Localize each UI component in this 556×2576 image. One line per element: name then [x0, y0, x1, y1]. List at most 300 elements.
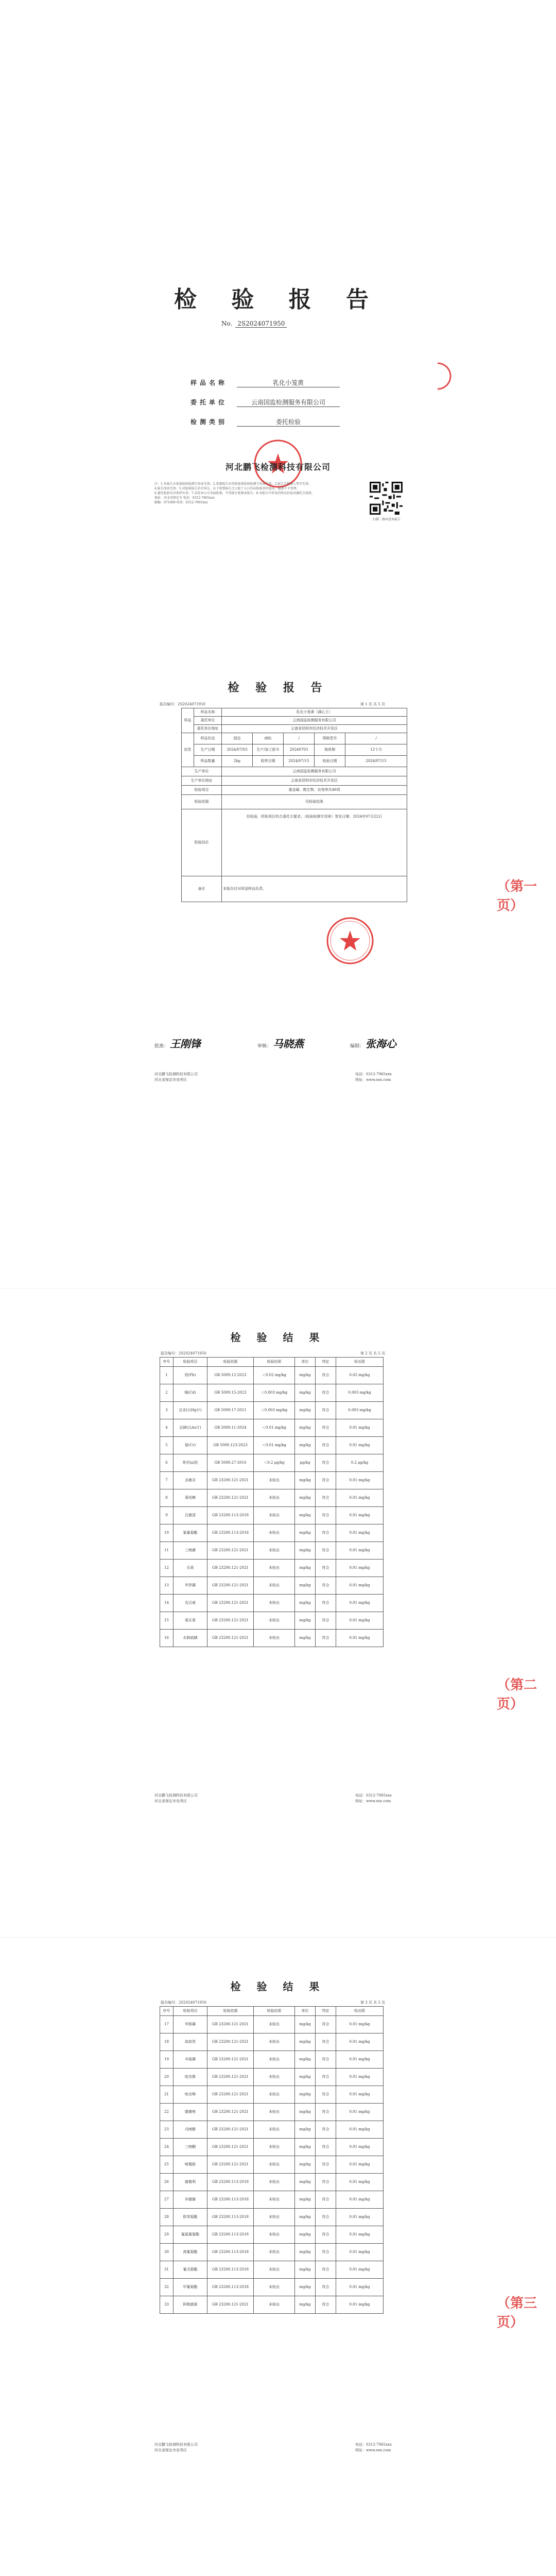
table-cell: 14 — [160, 1595, 173, 1612]
column-header: 判定 — [316, 1358, 336, 1367]
table-cell: 毒死蜱 — [173, 1489, 207, 1507]
grid-cell: 2024/07/15 — [345, 756, 407, 767]
table-cell: mg/kg — [295, 2261, 316, 2279]
cover-title: 检 验 报 告 — [174, 286, 382, 313]
table-cell: GB 23200.121-2021 — [207, 2156, 254, 2174]
table-cell: 21 — [160, 2086, 173, 2104]
table-cell: 符合 — [316, 1542, 336, 1560]
table-row — [160, 2261, 384, 2279]
maker-label: 编制： — [350, 1044, 364, 1049]
results-page-no: 第 3 页 共 5 页 — [360, 2001, 386, 2005]
results-title: 检 验 结 果 — [230, 1980, 326, 1993]
table-cell: 0.01 mg/kg — [336, 2121, 384, 2139]
table-cell: mg/kg — [295, 2191, 316, 2209]
table-cell: mg/kg — [295, 1595, 316, 1612]
table-cell: 0.01 mg/kg — [336, 2051, 384, 2069]
table-cell: 26 — [160, 2174, 173, 2191]
table-cell: 23 — [160, 2121, 173, 2139]
table-cell: 符合 — [316, 2226, 336, 2244]
table-cell: 31 — [160, 2261, 173, 2279]
table-cell: 12 — [160, 1560, 173, 1577]
table-row — [160, 1560, 384, 1577]
cover-page — [0, 0, 556, 639]
footer-address: 河北省保定市竞秀区 — [154, 1799, 187, 1803]
table-cell: ＜0.01 mg/kg — [254, 1437, 295, 1454]
table-cell: 符合 — [316, 1612, 336, 1630]
table-cell: 符合 — [316, 2069, 336, 2086]
table-cell: GB 23200.121-2021 — [207, 2139, 254, 2156]
table-cell: 未检出 — [254, 1595, 295, 1612]
table-cell: GB 23200.121-2021 — [207, 1577, 254, 1595]
results-table — [160, 1357, 384, 1647]
remark-label: 备注 — [182, 876, 222, 902]
table-cell: 未检出 — [254, 1560, 295, 1577]
table-cell: GB 23200.113-2018 — [207, 1507, 254, 1524]
table-cell: ＜0.2 μg/kg — [254, 1454, 295, 1472]
grid-cell: 2024/07/15 — [284, 756, 315, 767]
table-cell: 未检出 — [254, 2296, 295, 2314]
sample-group-label: 样品 — [182, 708, 194, 733]
results-header-row — [160, 2007, 384, 2016]
table-cell: 符合 — [316, 2209, 336, 2226]
reviewer-label: 审核： — [257, 1044, 272, 1049]
table-cell: GB 23200.121-2021 — [207, 1612, 254, 1630]
approver-label: 批准： — [154, 1044, 169, 1049]
grid-cell: 收样日期 — [253, 756, 284, 767]
grid-cell: 检验日期 — [315, 756, 345, 767]
client-label: 委托单位 — [190, 399, 228, 406]
table-cell: 6 — [160, 1454, 173, 1472]
table-cell: 10 — [160, 1524, 173, 1542]
qr-code[interactable] — [370, 482, 403, 515]
table-cell: 未检出 — [254, 2121, 295, 2139]
table-row — [160, 1595, 384, 1612]
table-row — [160, 2209, 384, 2226]
footer-web: 网址：www.xxx.com — [355, 1799, 391, 1803]
table-row — [160, 2051, 384, 2069]
table-cell: 29 — [160, 2226, 173, 2244]
table-row — [160, 2226, 384, 2244]
table-cell: 克百威 — [173, 1595, 207, 1612]
table-row — [160, 1437, 384, 1454]
table-cell: GB 23200.121-2021 — [207, 2296, 254, 2314]
table-cell: mg/kg — [295, 1472, 316, 1489]
table-cell: 百菌清 — [173, 1507, 207, 1524]
table-cell: GB 23200.121-2021 — [207, 1489, 254, 1507]
table-cell: 未检出 — [254, 2086, 295, 2104]
table-cell: 0.01 mg/kg — [336, 2156, 384, 2174]
table-cell: GB 23200.121-2021 — [207, 1472, 254, 1489]
table-cell: 8 — [160, 1489, 173, 1507]
row-key: 检验项目 — [182, 786, 222, 795]
table-cell: 27 — [160, 2191, 173, 2209]
table-cell: 符合 — [316, 2051, 336, 2069]
table-cell: 符合 — [316, 1454, 336, 1472]
table-cell: mg/kg — [295, 2051, 316, 2069]
footer-company: 河北鹏飞检测科技有限公司 — [154, 1793, 198, 1798]
table-cell: 符合 — [316, 2086, 336, 2104]
table-cell: 0.01 mg/kg — [336, 1595, 384, 1612]
table-cell: 未检出 — [254, 2033, 295, 2051]
table-cell: GB 23200.113-2018 — [207, 2261, 254, 2279]
note-line: 6.委托检验仅对来样负责；7.未经本公司书面批准，不得部分复制本报告；8.本报告中涉及的样品信息由委托方提供。 — [154, 492, 315, 495]
table-cell: 符合 — [316, 2174, 336, 2191]
conclusion-text: 经检验，所检项目符合委托方要求。（检验检测专用章）签发日期：2024年07月22日 — [222, 809, 407, 876]
table-cell: mg/kg — [295, 2156, 316, 2174]
table-cell: 符合 — [316, 2156, 336, 2174]
row-value: 云南省昆明市经济技术开发区 — [222, 725, 407, 733]
row-key: 生产单位地址 — [182, 776, 222, 786]
footer-address: 河北省保定市竞秀区 — [154, 2448, 187, 2452]
table-cell: GB 23200.121-2021 — [207, 2121, 254, 2139]
table-cell: 溴氰菊酯 — [173, 2244, 207, 2261]
table-cell: mg/kg — [295, 2121, 316, 2139]
footer-tel: 电话：0312-7965xxx — [355, 1793, 392, 1798]
table-cell: 符合 — [316, 2261, 336, 2279]
table-cell: 0.01 mg/kg — [336, 1577, 384, 1595]
table-cell: 13 — [160, 1577, 173, 1595]
approver — [154, 1036, 201, 1050]
grid-cell: 保质期 — [315, 744, 345, 756]
results-report-no: 报告编号：2S2024071950 — [161, 2001, 206, 2005]
table-row — [160, 2296, 384, 2314]
table-cell: 符合 — [316, 2033, 336, 2051]
table-cell: 0.01 mg/kg — [336, 2226, 384, 2244]
table-cell: 32 — [160, 2279, 173, 2296]
table-cell: 0.01 mg/kg — [336, 1560, 384, 1577]
grid-cell: 生产/加工批号 — [253, 744, 284, 756]
footer-web: 网址：www.xxx.com — [355, 1078, 391, 1082]
row-key: 检验依据 — [182, 795, 222, 809]
table-cell: 未检出 — [254, 1612, 295, 1630]
table-cell: 0.01 mg/kg — [336, 1524, 384, 1542]
results-header-row — [160, 1358, 384, 1367]
note-line: 邮编：071000 传真：0312-7965xxx — [154, 501, 208, 504]
table-cell: GB 23200.121-2021 — [207, 2104, 254, 2121]
table-cell: GB 23200.121-2021 — [207, 1542, 254, 1560]
table-cell: 0.01 mg/kg — [336, 1507, 384, 1524]
table-cell: 0.01 mg/kg — [336, 2139, 384, 2156]
row-value: 见检验结果 — [222, 795, 407, 809]
grid-cell: / — [345, 733, 407, 744]
table-row — [160, 2104, 384, 2121]
table-cell: 符合 — [316, 1402, 336, 1419]
table-cell: 0.01 mg/kg — [336, 1612, 384, 1630]
table-cell: 多菌灵 — [173, 1472, 207, 1489]
table-cell: 0.01 mg/kg — [336, 2016, 384, 2033]
table-cell: 氰戊菊酯 — [173, 2261, 207, 2279]
table-cell: 吡虫啉 — [173, 2086, 207, 2104]
table-cell: GB 5009.123-2023 — [207, 1437, 254, 1454]
grid-cell: 固态 — [222, 733, 253, 744]
table-cell: GB 23200.121-2021 — [207, 1595, 254, 1612]
table-cell: mg/kg — [295, 1489, 316, 1507]
table-row — [160, 2033, 384, 2051]
table-row — [160, 1384, 384, 1402]
page-divider — [0, 1937, 556, 1938]
table-cell: mg/kg — [295, 1402, 316, 1419]
table-cell: mg/kg — [295, 2104, 316, 2121]
table-cell: 未检出 — [254, 2174, 295, 2191]
remark-text: 本报告仅对所送样品负责。 — [222, 876, 407, 902]
test-type-value: 委托检验 — [237, 417, 340, 427]
grid-cell: 样品数量 — [194, 756, 222, 767]
row-value: 乳化小笼黄（湖心王） — [222, 708, 407, 717]
table-cell: GB 23200.121-2021 — [207, 2086, 254, 2104]
table-cell: mg/kg — [295, 2086, 316, 2104]
table-cell: GB 5009.11-2024 — [207, 1419, 254, 1437]
table-cell: 总砷(以As计) — [173, 1419, 207, 1437]
table-row — [160, 2139, 384, 2156]
table-cell: 符合 — [316, 2296, 336, 2314]
column-header: 检验项目 — [173, 2007, 207, 2016]
table-cell: GB 23200.113-2018 — [207, 2174, 254, 2191]
table-cell: 铬(Cr) — [173, 1437, 207, 1454]
table-cell: GB 23200.113-2018 — [207, 2279, 254, 2296]
table-cell: mg/kg — [295, 1560, 316, 1577]
table-cell: 17 — [160, 2016, 173, 2033]
table-cell: 0.01 mg/kg — [336, 2279, 384, 2296]
table-cell: 符合 — [316, 1419, 336, 1437]
table-cell: ＜0.003 mg/kg — [254, 1402, 295, 1419]
table-cell: GB 23200.121-2021 — [207, 2016, 254, 2033]
table-cell: 符合 — [316, 2244, 336, 2261]
grid-cell: 生产日期 — [194, 744, 222, 756]
client-value: 云南国监检测服务有限公司 — [237, 398, 340, 407]
table-row — [160, 1489, 384, 1507]
table-row — [160, 2191, 384, 2209]
grid-cell: / — [284, 733, 315, 744]
table-cell: 未检出 — [254, 1577, 295, 1595]
page-footer-right — [355, 2442, 392, 2453]
table-cell: 7 — [160, 1472, 173, 1489]
table-row — [160, 2121, 384, 2139]
table-cell: 4 — [160, 1419, 173, 1437]
table-cell: mg/kg — [295, 2244, 316, 2261]
table-cell: 符合 — [316, 1367, 336, 1384]
test-type-label: 检测类别 — [190, 418, 228, 426]
table-cell: GB 5009.12-2023 — [207, 1367, 254, 1384]
column-header: 检验依据 — [207, 2007, 254, 2016]
table-cell: 0.01 mg/kg — [336, 2104, 384, 2121]
table-cell: 联苯菊酯 — [173, 2209, 207, 2226]
table-row — [160, 2069, 384, 2086]
table-cell: 0.01 mg/kg — [336, 1419, 384, 1437]
table-cell: 9 — [160, 1507, 173, 1524]
table-cell: 11 — [160, 1542, 173, 1560]
column-header: 检出限 — [336, 1358, 384, 1367]
footer-company: 河北鹏飞检测科技有限公司 — [154, 2443, 198, 2447]
table-cell: 敌敌畏 — [173, 2033, 207, 2051]
table-cell: GB 23200.113-2018 — [207, 2226, 254, 2244]
table-cell: mg/kg — [295, 1507, 316, 1524]
approver-signature: 王刚锋 — [169, 1038, 201, 1050]
sample-name-field — [190, 378, 340, 387]
grid-cell: 样品状态 — [194, 733, 222, 744]
table-cell: GB 5009.15-2023 — [207, 1384, 254, 1402]
grid-cell: 20240703 — [284, 744, 315, 756]
table-cell: 符合 — [316, 2279, 336, 2296]
table-cell: 0.01 mg/kg — [336, 2296, 384, 2314]
report-title-visible: 检 验 报 告 — [228, 681, 328, 694]
maker-signature: 张海心 — [365, 1038, 396, 1050]
table-cell: 未检出 — [254, 2191, 295, 2209]
client-field — [190, 398, 340, 407]
column-header: 检验依据 — [207, 1358, 254, 1367]
page-footer — [154, 1793, 198, 1804]
table-cell: 0.01 mg/kg — [336, 1472, 384, 1489]
note-line: 注：1.本报告未加盖检验检测专用章无效；2.复制报告未重新加盖检验检测专用章无效；3.报告无批准人签字无效； — [154, 482, 312, 486]
page-divider — [0, 1288, 556, 1289]
table-cell: 0.01 mg/kg — [336, 2191, 384, 2209]
table-cell: 22 — [160, 2104, 173, 2121]
table-cell: 未检出 — [254, 1489, 295, 1507]
table-cell: 符合 — [316, 2139, 336, 2156]
table-cell: 28 — [160, 2209, 173, 2226]
table-row — [160, 1472, 384, 1489]
table-cell: mg/kg — [295, 1577, 316, 1595]
table-cell: 30 — [160, 2244, 173, 2261]
table-cell: mg/kg — [295, 1384, 316, 1402]
table-cell: 0.01 mg/kg — [336, 1489, 384, 1507]
sample-name-label: 样品名称 — [190, 379, 228, 386]
grid-cell: 2024/07/03 — [222, 744, 253, 756]
table-cell: GB 23200.113-2018 — [207, 1524, 254, 1542]
table-cell: 水胺硫磷 — [173, 1630, 207, 1647]
table-cell: 0.003 mg/kg — [336, 1384, 384, 1402]
table-cell: 0.01 mg/kg — [336, 2209, 384, 2226]
table-cell: 0.01 mg/kg — [336, 2033, 384, 2051]
inspection-seal — [325, 916, 375, 965]
page-footer-right — [355, 1072, 392, 1083]
table-cell: GB 23200.113-2018 — [207, 2209, 254, 2226]
maker — [350, 1036, 396, 1050]
column-header: 判定 — [316, 2007, 336, 2016]
table-cell: 甲拌磷 — [173, 1577, 207, 1595]
note-line: 4.报告涂改无效；5.对检验报告若有异议，应于收到报告之日起十五日内向检验单位提出，逾期不予受理； — [154, 487, 300, 490]
table-cell: 20 — [160, 2069, 173, 2086]
table-cell: 0.01 mg/kg — [336, 1542, 384, 1560]
results-title: 检 验 结 果 — [230, 1331, 326, 1344]
table-cell: 符合 — [316, 1384, 336, 1402]
table-cell: mg/kg — [295, 2174, 316, 2191]
table-cell: 19 — [160, 2051, 173, 2069]
page-footer-right — [355, 1793, 392, 1804]
table-cell: 0.003 mg/kg — [336, 1402, 384, 1419]
grid-cell: 商标 — [253, 733, 284, 744]
seam-stamp: （第三页） — [497, 2296, 537, 2330]
table-cell: 未检出 — [254, 2226, 295, 2244]
report-number-label: No. — [221, 320, 233, 327]
table-row — [160, 1454, 384, 1472]
table-cell: mg/kg — [295, 1437, 316, 1454]
report-number — [221, 320, 287, 328]
table-row — [160, 2086, 384, 2104]
row-value: 云南国监检测服务有限公司 — [222, 767, 407, 776]
results-table — [160, 2006, 384, 2314]
reviewer-signature: 马晓燕 — [272, 1038, 304, 1050]
table-cell: μg/kg — [295, 1454, 316, 1472]
table-cell: 符合 — [316, 1472, 336, 1489]
table-cell: 24 — [160, 2139, 173, 2156]
table-row — [160, 1524, 384, 1542]
table-cell: 5 — [160, 1437, 173, 1454]
table-cell: ＜0.01 mg/kg — [254, 1419, 295, 1437]
row-key: 委托单位地址 — [194, 725, 222, 733]
table-cell: 未检出 — [254, 2156, 295, 2174]
column-header: 检验结果 — [254, 2007, 295, 2016]
table-cell: mg/kg — [295, 2226, 316, 2244]
table-cell: mg/kg — [295, 1367, 316, 1384]
table-cell: 0.01 mg/kg — [336, 2244, 384, 2261]
note-line: 地址：河北省保定市 电话：0312-7965xxx — [154, 496, 215, 500]
table-row — [160, 1367, 384, 1384]
reviewer — [257, 1036, 304, 1050]
table-cell: 未检出 — [254, 2209, 295, 2226]
report-page-no: 第 1 页 共 5 页 — [360, 702, 386, 706]
table-cell: GB 23200.113-2018 — [207, 2191, 254, 2209]
row-key: 生产单位 — [182, 767, 222, 776]
report-summary-table — [181, 708, 407, 902]
table-cell: 未检出 — [254, 2104, 295, 2121]
table-cell: 0.01 mg/kg — [336, 2086, 384, 2104]
table-cell: 未检出 — [254, 2069, 295, 2086]
seam-seal-cover — [422, 361, 453, 392]
table-cell: 氟氯氰菊酯 — [173, 2226, 207, 2244]
table-cell: 氯氰菊酯 — [173, 1524, 207, 1542]
table-row — [160, 1630, 384, 1647]
table-row — [160, 1542, 384, 1560]
table-cell: 符合 — [316, 1577, 336, 1595]
table-cell: GB 23200.121-2021 — [207, 1630, 254, 1647]
table-cell: GB 23200.121-2021 — [207, 2069, 254, 2086]
table-row — [160, 2174, 384, 2191]
column-header: 检验结果 — [254, 1358, 295, 1367]
table-cell: 腈菌唑 — [173, 2104, 207, 2121]
table-cell: 18 — [160, 2033, 173, 2051]
column-header: 单位 — [295, 1358, 316, 1367]
table-cell: GB 23200.121-2021 — [207, 2033, 254, 2051]
table-cell: mg/kg — [295, 2139, 316, 2156]
column-header: 检验项目 — [173, 1358, 207, 1367]
table-cell: 异菌脲 — [173, 2191, 207, 2209]
row-value: 云南省昆明市经济技术开发区 — [222, 776, 407, 786]
table-cell: 辛硫磷 — [173, 2051, 207, 2069]
seam-stamp: （第二页） — [497, 1677, 537, 1712]
table-cell: 氧乐果 — [173, 1612, 207, 1630]
table-row — [160, 1419, 384, 1437]
table-row — [160, 2244, 384, 2261]
table-cell: 未检出 — [254, 2261, 295, 2279]
table-cell: 符合 — [316, 1560, 336, 1577]
table-cell: 未检出 — [254, 1630, 295, 1647]
table-cell: mg/kg — [295, 1542, 316, 1560]
table-cell: 33 — [160, 2296, 173, 2314]
table-cell: 未检出 — [254, 2279, 295, 2296]
table-cell: 铅(Pb) — [173, 1367, 207, 1384]
cover-notes — [154, 482, 355, 505]
table-cell: mg/kg — [295, 2209, 316, 2226]
column-header: 检出限 — [336, 2007, 384, 2016]
column-header: 单位 — [295, 2007, 316, 2016]
table-cell: 符合 — [316, 1595, 336, 1612]
table-row — [160, 1507, 384, 1524]
table-row — [160, 1402, 384, 1419]
table-cell: GB 5009.27-2016 — [207, 1454, 254, 1472]
table-cell: GB 23200.113-2018 — [207, 2244, 254, 2261]
row-key: 委托单位 — [194, 717, 222, 725]
table-cell: 符合 — [316, 1489, 336, 1507]
